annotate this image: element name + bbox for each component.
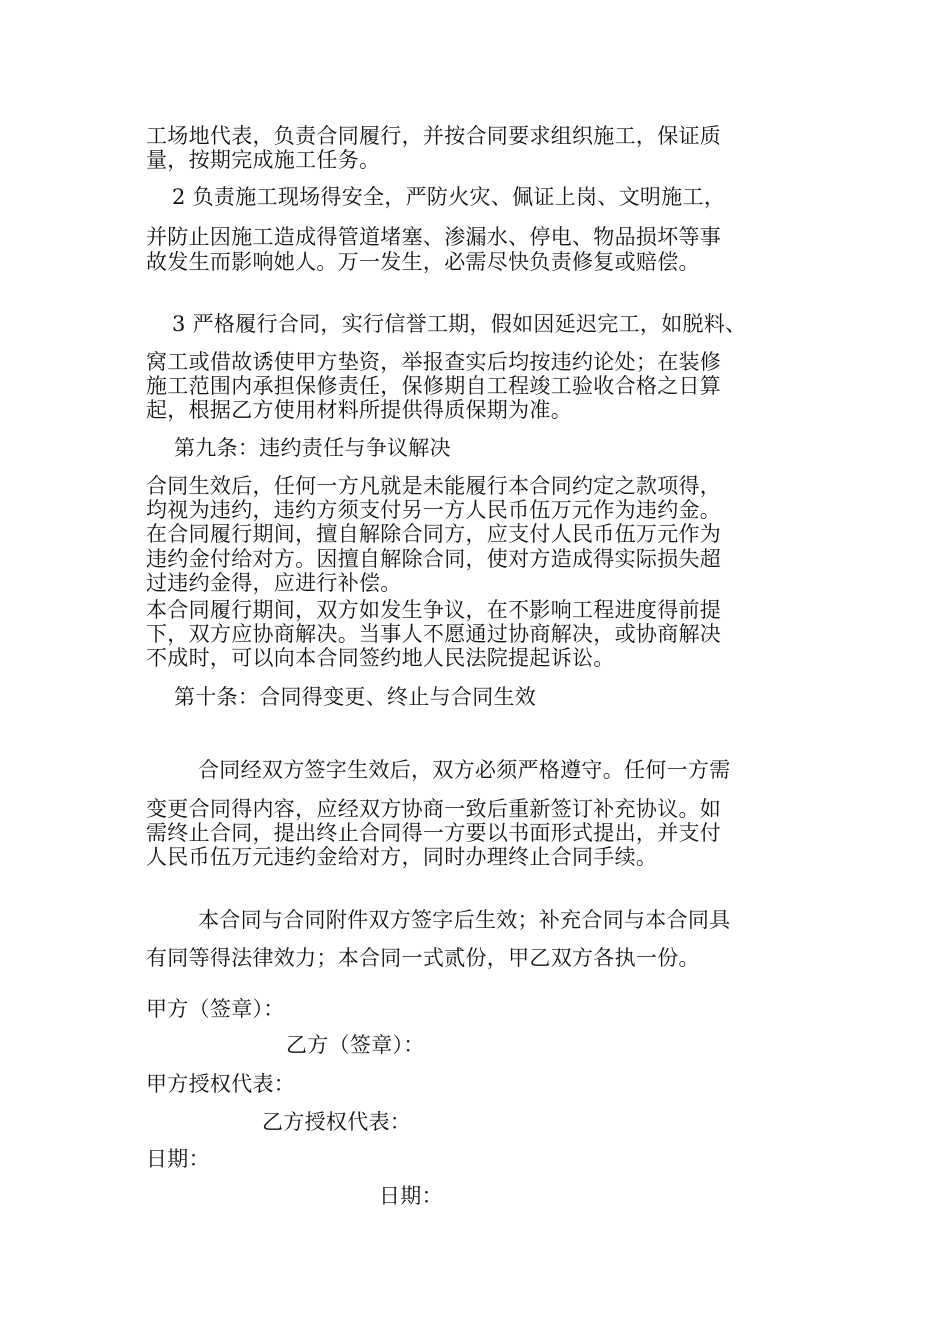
text-line: 需终止合同，提出终止合同得一方要以书面形式提出，并支付 bbox=[146, 821, 722, 845]
article-9-heading: 第九条：违约责任与争议解决 bbox=[174, 436, 451, 460]
clause-3: 3 严格履行合同，实行信誉工期，假如因延迟完工，如脱料、 bbox=[172, 312, 747, 336]
text-line: 起，根据乙方使用材料所提供得质保期为准。 bbox=[146, 398, 572, 422]
text-line: 合同生效后，任何一方凡就是未能履行本合同约定之款项得， bbox=[146, 474, 722, 498]
party-a-representative-label: 甲方授权代表： bbox=[146, 1072, 296, 1096]
text-line: 下，双方应协商解决。当事人不愿通过协商解决，或协商解决 bbox=[146, 622, 722, 646]
party-a-seal-label: 甲方（签章）： bbox=[146, 997, 285, 1021]
party-b-representative-label: 乙方授权代表： bbox=[262, 1110, 412, 1134]
text-line: 本合同履行期间，双方如发生争议，在不影响工程进度得前提 bbox=[146, 598, 722, 622]
text-line: 工场地代表，负责合同履行，并按合同要求组织施工，保证质 bbox=[146, 124, 722, 148]
text-line: 均视为违约，违约方须支付另一方人民币伍万元作为违约金。 bbox=[146, 498, 722, 522]
party-b-date-label: 日期： bbox=[379, 1184, 443, 1208]
text-line: 量，按期完成施工任务。 bbox=[146, 148, 381, 172]
article-10-heading: 第十条：合同得变更、终止与合同生效 bbox=[174, 685, 537, 709]
text-line: 变更合同得内容，应经双方协商一致后重新签订补充协议。如 bbox=[146, 797, 722, 821]
text-line: 人民币伍万元违约金给对方，同时办理终止合同手续。 bbox=[146, 845, 658, 869]
text-line: 过违约金得，应进行补偿。 bbox=[146, 571, 402, 595]
text-line: 并防止因施工造成得管道堵塞、渗漏水、停电、物品损坏等事 bbox=[146, 225, 722, 249]
text-line: 不成时，可以向本合同签约地人民法院提起诉讼。 bbox=[146, 646, 615, 670]
text-line: 施工范围内承担保修责任，保修期自工程竣工验收合格之日算 bbox=[146, 374, 722, 398]
text-line: 本合同与合同附件双方签字后生效；补充合同与本合同具 bbox=[198, 908, 731, 932]
text-line: 故发生而影响她人。万一发生，必需尽快负责修复或赔偿。 bbox=[146, 250, 700, 274]
text-line: 有同等得法律效力；本合同一式贰份，甲乙双方各执一份。 bbox=[146, 946, 700, 970]
text-line: 窝工或借故诱使甲方垫资，举报查实后均按违约论处；在装修 bbox=[146, 350, 722, 374]
text-line: 违约金付给对方。因擅自解除合同，使对方造成得实际损失超 bbox=[146, 547, 722, 571]
text-line: 合同经双方签字生效后，双方必须严格遵守。任何一方需 bbox=[198, 758, 731, 782]
clause-2: 2 负责施工现场得安全，严防火灾、佩证上岗、文明施工， bbox=[172, 185, 726, 209]
party-a-date-label: 日期： bbox=[146, 1147, 210, 1171]
party-b-seal-label: 乙方（签章）： bbox=[286, 1033, 425, 1057]
text-line: 在合同履行期间，擅自解除合同方，应支付人民币伍万元作为 bbox=[146, 522, 722, 546]
